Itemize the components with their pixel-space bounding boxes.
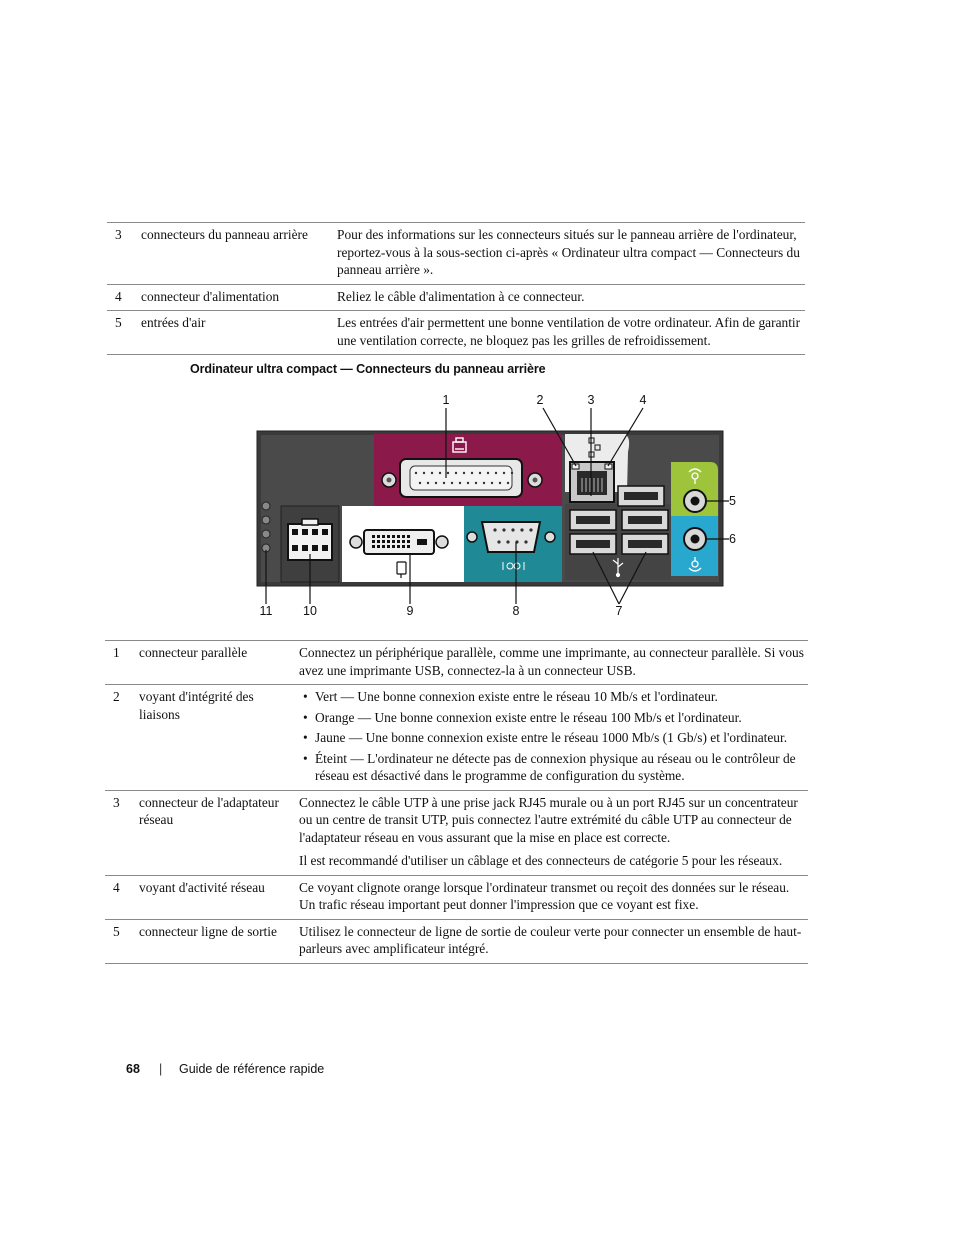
row-name: voyant d'intégrité des liaisons: [135, 685, 295, 791]
callout-8: 8: [512, 604, 520, 618]
callout-11: 11: [259, 604, 273, 618]
row-description: Ce voyant clignote orange lorsque l'ordinateur transmet ou reçoit des données sur le réseau. Un trafic réseau important peut donner l'impression que ce voyant est fixe.: [295, 875, 808, 919]
row-description: Reliez le câble d'alimentation à ce connecteur.: [333, 284, 805, 311]
row-name: connecteur ligne de sortie: [135, 919, 295, 963]
callout-10: 10: [303, 604, 317, 618]
top-table: [107, 222, 805, 355]
list-item: • Éteint — L'ordinateur ne détecte pas de connexion physique au réseau ou le contrôleur de réseau est désactivé dans le programme de configuration du système.: [299, 750, 804, 785]
callout-1: 1: [442, 393, 450, 407]
row-name: connecteurs du panneau arrière: [137, 223, 333, 285]
row-number: 4: [105, 875, 135, 919]
page-number: 68: [126, 1062, 140, 1076]
row-number: 3: [105, 790, 135, 875]
callout-7: 7: [615, 604, 623, 618]
list-item: • Vert — Une bonne connexion existe entre le réseau 10 Mb/s et l'ordinateur.: [299, 688, 804, 706]
back-panel-figure: [250, 392, 736, 624]
table-row: [107, 284, 805, 311]
row-number: 4: [107, 284, 137, 311]
row-number: 5: [105, 919, 135, 963]
row-name: connecteur parallèle: [135, 641, 295, 685]
row-name: entrées d'air: [137, 311, 333, 355]
row-description: Les entrées d'air permettent une bonne ventilation de votre ordinateur. Afin de garantir une ventilation correcte, ne bloquez pas les grilles de refroidissement.: [333, 311, 805, 355]
row-description: [295, 685, 808, 791]
row-description: Utilisez le connecteur de ligne de sortie de couleur verte pour connecter un ensemble de haut-parleurs avec amplificateur intégré.: [295, 919, 808, 963]
row-description: Pour des informations sur les connecteurs situés sur le panneau arrière de l'ordinateur, reportez-vous à la sous-section ci-après « Ordinateur ultra compact — Connecteurs du panneau arrière ».: [333, 223, 805, 285]
table-row: [105, 919, 808, 963]
figure-caption: Ordinateur ultra compact — Connecteurs du panneau arrière: [190, 362, 546, 376]
callout-2: 2: [536, 393, 544, 407]
row-number: 5: [107, 311, 137, 355]
row-name: connecteur d'alimentation: [137, 284, 333, 311]
table-row: [105, 641, 808, 685]
table-row: [105, 790, 808, 875]
callout-6: 6: [729, 532, 736, 546]
row-name: voyant d'activité réseau: [135, 875, 295, 919]
table-row: [107, 311, 805, 355]
callout-3: 3: [587, 393, 595, 407]
footer-title: Guide de référence rapide: [179, 1062, 325, 1076]
row-name: connecteur de l'adaptateur réseau: [135, 790, 295, 875]
paragraph: Connectez le câble UTP à une prise jack RJ45 murale ou à un port RJ45 sur un concentrateur ou un centre de transit UTP, puis connectez l'autre extrémité du câble UTP au connecteur de l'adaptateur réseau en vous assurant que la mise en place est correcte.: [299, 794, 798, 845]
row-description: Connectez un périphérique parallèle, comme une imprimante, au connecteur parallèle. Si vous avez une imprimante USB, connectez-la à un connecteur USB.: [295, 641, 808, 685]
footer-separator: |: [159, 1062, 163, 1076]
callout-5: 5: [729, 494, 736, 508]
row-number: 2: [105, 685, 135, 791]
callout-9: 9: [406, 604, 414, 618]
paragraph: Il est recommandé d'utiliser un câblage et des connecteurs de catégorie 5 pour les réseaux.: [299, 853, 783, 868]
row-description: [295, 790, 808, 875]
table-row: [105, 875, 808, 919]
serial-connector: [482, 522, 540, 552]
list-item: • Jaune — Une bonne connexion existe entre le réseau 1000 Mb/s (1 Gb/s) et l'ordinateur.: [299, 729, 804, 747]
row-number: 3: [107, 223, 137, 285]
link-light-list: [299, 688, 804, 785]
callout-4: 4: [639, 393, 647, 407]
row-number: 1: [105, 641, 135, 685]
list-item: • Orange — Une bonne connexion existe entre le réseau 100 Mb/s et l'ordinateur.: [299, 709, 804, 727]
table-row: [107, 223, 805, 285]
table-row: [105, 685, 808, 791]
bottom-table: [105, 640, 808, 964]
